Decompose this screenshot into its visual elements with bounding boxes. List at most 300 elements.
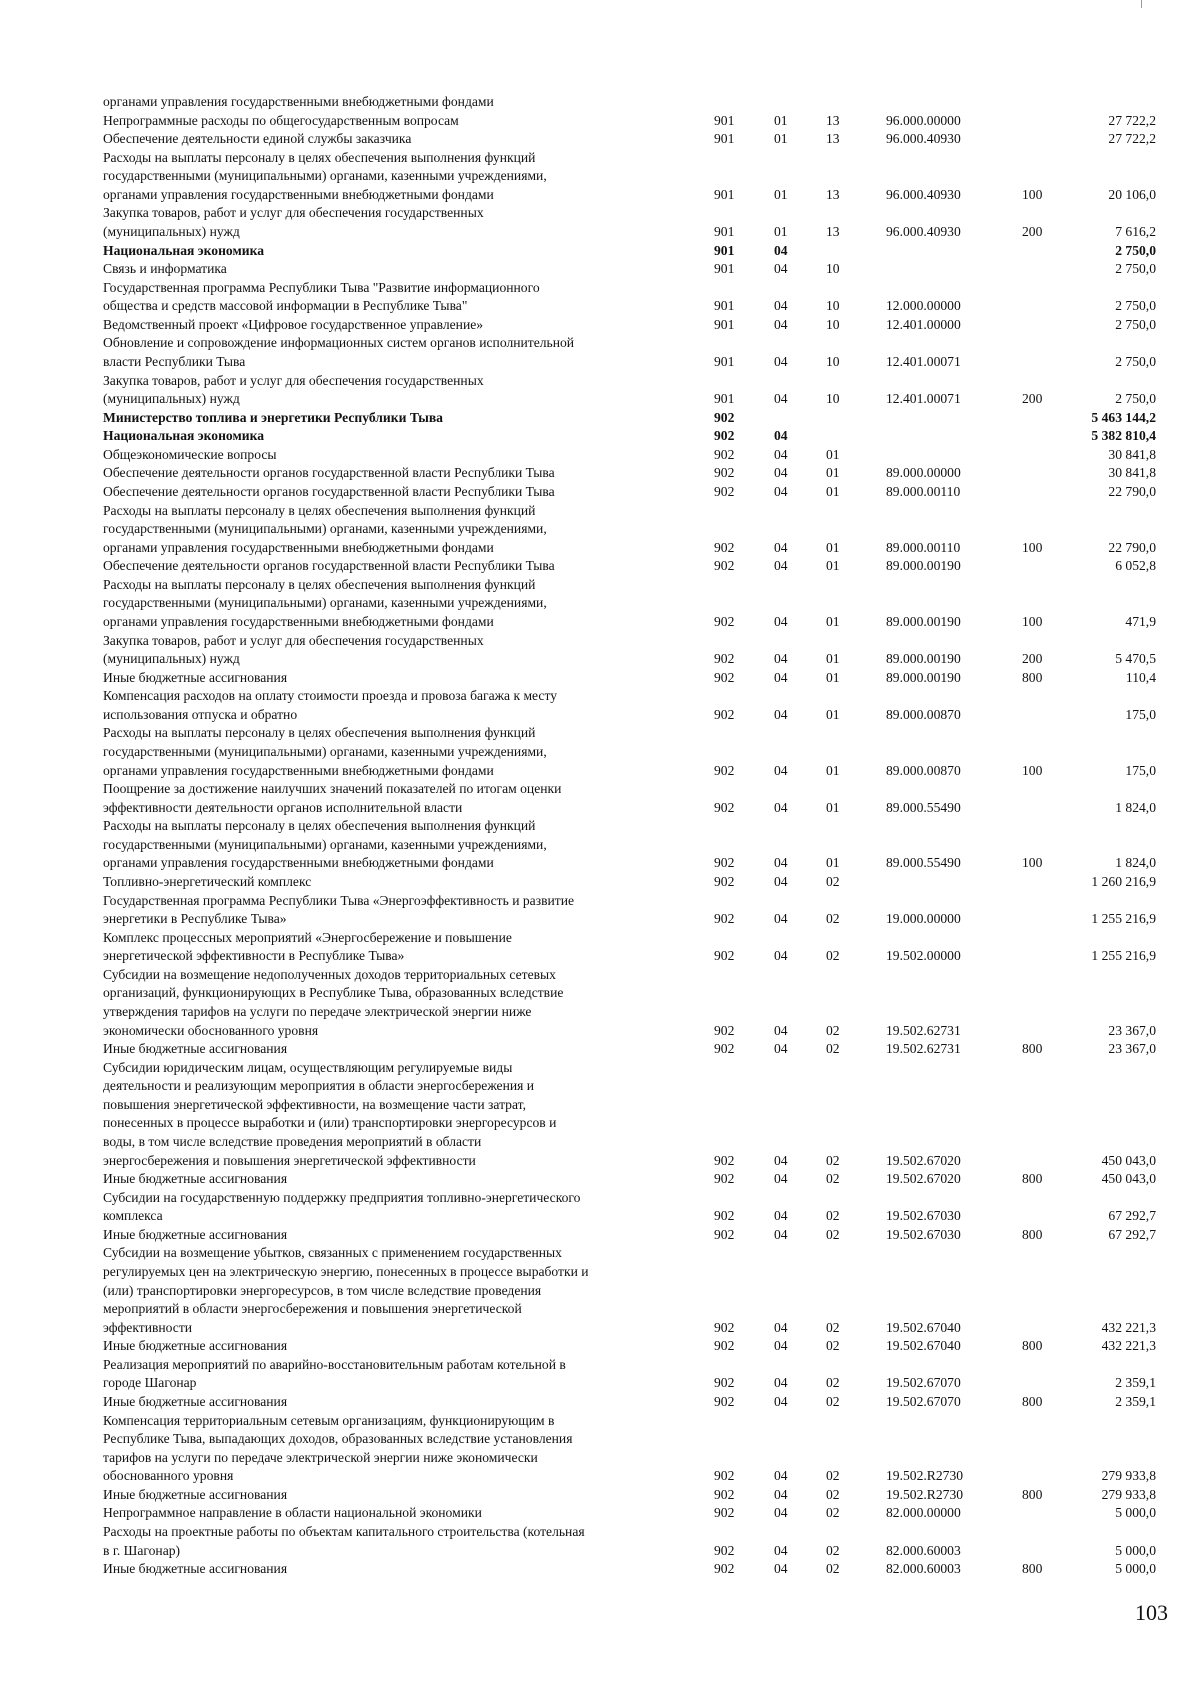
cell-gr: 901 xyxy=(714,131,735,147)
cell-vr: 100 xyxy=(1022,855,1043,871)
cell-cs: 19.502.62731 xyxy=(886,1041,961,1057)
cell-gr: 902 xyxy=(714,539,735,555)
table-row xyxy=(0,279,1200,297)
cell-rz: 04 xyxy=(774,1486,788,1502)
cell-name: Расходы на выплаты персоналу в целях обеспечения выполнения функций xyxy=(103,502,536,518)
cell-name: экономически обоснованного уровня xyxy=(103,1022,319,1038)
cell-pr: 02 xyxy=(826,1226,840,1242)
cell-rz: 04 xyxy=(774,1208,788,1224)
page-number: 103 xyxy=(1135,1600,1168,1625)
cell-gr: 902 xyxy=(714,1022,735,1038)
cell-gr: 902 xyxy=(714,614,735,629)
cell-gr: 902 xyxy=(714,799,735,815)
cell-cs: 19.502.67030 xyxy=(886,1208,961,1224)
table-row xyxy=(0,1412,1200,1430)
cell-name: Непрограммные расходы по общегосударственным вопросам xyxy=(103,112,459,128)
cell-rz: 04 xyxy=(774,242,788,258)
cell-pr: 02 xyxy=(826,1561,840,1576)
cell-sum: 279 933,8 xyxy=(1101,1486,1156,1502)
cell-gr: 902 xyxy=(714,1468,735,1484)
cell-name: Реализация мероприятий по аварийно-восстановительным работам котельной в xyxy=(103,1356,566,1372)
table-row xyxy=(0,687,1200,705)
cell-name: Иные бюджетные ассигнования xyxy=(103,1338,288,1354)
cell-pr: 02 xyxy=(826,1393,840,1409)
cell-gr: 902 xyxy=(714,1338,735,1354)
cell-name: Ведомственный проект «Цифровое государственное управление» xyxy=(103,316,484,332)
cell-sum: 67 292,7 xyxy=(1108,1208,1156,1224)
cell-name: энергосбережения и повышения энергетической эффективности xyxy=(103,1152,476,1168)
table-row xyxy=(0,1263,1200,1281)
cell-rz: 04 xyxy=(774,428,788,444)
table-row xyxy=(0,1189,1200,1207)
cell-name: Иные бюджетные ассигнования xyxy=(103,1226,288,1242)
cell-gr: 902 xyxy=(714,465,735,481)
cell-sum: 1 824,0 xyxy=(1115,799,1156,815)
cell-sum: 2 750,0 xyxy=(1115,298,1156,314)
cell-name: Национальная экономика xyxy=(103,428,264,444)
cell-name: энергетической эффективности в Республике Тыва» xyxy=(103,948,405,964)
cell-name: (муниципальных) нужд xyxy=(103,651,240,667)
cell-vr: 100 xyxy=(1022,186,1043,202)
cell-pr: 02 xyxy=(826,1338,840,1354)
cell-name: Иные бюджетные ассигнования xyxy=(103,1041,288,1057)
table-row xyxy=(0,1207,1200,1225)
cell-pr: 02 xyxy=(826,1171,840,1187)
table-row xyxy=(0,167,1200,185)
table-row xyxy=(0,613,1200,631)
table-row xyxy=(0,1152,1200,1170)
cell-gr: 902 xyxy=(714,1542,735,1558)
cell-name: Иные бюджетные ассигнования xyxy=(103,669,288,685)
cell-rz: 04 xyxy=(774,1375,788,1391)
cell-cs: 89.000.00190 xyxy=(886,669,961,685)
cell-pr: 02 xyxy=(826,1022,840,1038)
cell-name: Субсидии на возмещение убытков, связанных с применением государственных xyxy=(103,1245,562,1261)
cell-name: власти Республики Тыва xyxy=(103,354,246,369)
table-row xyxy=(0,854,1200,872)
table-row xyxy=(0,372,1200,390)
table-row xyxy=(0,483,1200,501)
cell-name: Иные бюджетные ассигнования xyxy=(103,1171,288,1187)
cell-rz: 04 xyxy=(774,1171,788,1187)
cell-name: Министерство топлива и энергетики Республики Тыва xyxy=(103,409,443,425)
table-row xyxy=(0,427,1200,445)
cell-pr: 10 xyxy=(826,316,840,332)
cell-gr: 901 xyxy=(714,261,735,277)
cell-pr: 01 xyxy=(826,539,840,555)
table-row xyxy=(0,297,1200,315)
cell-cs: 82.000.60003 xyxy=(886,1542,961,1558)
cell-rz: 04 xyxy=(774,1041,788,1057)
cell-name: Расходы на выплаты персоналу в целях обеспечения выполнения функций xyxy=(103,149,536,165)
table-row xyxy=(0,1170,1200,1188)
table-row xyxy=(0,724,1200,742)
cell-gr: 901 xyxy=(714,298,735,314)
cell-cs: 19.502.67070 xyxy=(886,1375,961,1391)
cell-name: Иные бюджетные ассигнования xyxy=(103,1486,288,1502)
cell-name: повышения энергетической эффективности, на возмещение части затрат, xyxy=(103,1096,526,1112)
table-row xyxy=(0,557,1200,575)
cell-cs: 89.000.00190 xyxy=(886,558,961,574)
cell-name: Общеэкономические вопросы xyxy=(103,446,277,462)
cell-gr: 902 xyxy=(714,1486,735,1502)
cell-gr: 902 xyxy=(714,1152,735,1168)
cell-pr: 02 xyxy=(826,948,840,964)
cell-pr: 01 xyxy=(826,465,840,481)
table-row xyxy=(0,316,1200,334)
cell-gr: 902 xyxy=(714,1505,735,1521)
cell-sum: 175,0 xyxy=(1125,706,1156,722)
table-row xyxy=(0,780,1200,798)
cell-cs: 12.000.00000 xyxy=(886,298,961,314)
cell-sum: 1 255 216,9 xyxy=(1091,911,1156,927)
cell-rz: 04 xyxy=(774,1338,788,1354)
cell-cs: 19.502.67020 xyxy=(886,1152,961,1168)
table-row xyxy=(0,966,1200,984)
table-row xyxy=(0,1022,1200,1040)
cell-name: государственными (муниципальными) органами, казенными учреждениями, xyxy=(103,168,547,184)
cell-name: Республике Тыва, выпадающих доходов, образованных вследствие установления xyxy=(103,1431,573,1446)
cell-cs: 12.401.00000 xyxy=(886,316,961,332)
cell-cs: 82.000.00000 xyxy=(886,1505,961,1521)
table-row xyxy=(0,112,1200,130)
cell-rz: 04 xyxy=(774,1022,788,1038)
cell-sum: 110,4 xyxy=(1125,669,1156,685)
cell-name: городе Шагонар xyxy=(103,1375,197,1391)
cell-name: эффективности xyxy=(103,1319,193,1335)
cell-pr: 02 xyxy=(826,1505,840,1521)
cell-gr: 901 xyxy=(714,186,735,202)
cell-gr: 902 xyxy=(714,558,735,574)
cell-gr: 901 xyxy=(714,316,735,332)
cell-name: Компенсация расходов на оплату стоимости проезда и провоза багажа к месту xyxy=(103,688,558,704)
table-row xyxy=(0,353,1200,371)
table-row xyxy=(0,1319,1200,1337)
table-row xyxy=(0,1374,1200,1392)
cell-pr: 01 xyxy=(826,706,840,722)
cell-name: комплекса xyxy=(103,1208,163,1224)
table-row xyxy=(0,1523,1200,1541)
table-row xyxy=(0,762,1200,780)
cell-rz: 04 xyxy=(774,762,788,778)
cell-rz: 04 xyxy=(774,855,788,871)
cell-rz: 04 xyxy=(774,391,788,407)
table-row xyxy=(0,520,1200,538)
cell-gr: 902 xyxy=(714,1561,735,1576)
cell-sum: 2 750,0 xyxy=(1115,316,1156,332)
cell-cs: 89.000.00870 xyxy=(886,706,961,722)
cell-name: Государственная программа Республики Тыва "Развитие информационного xyxy=(103,279,540,295)
cell-pr: 02 xyxy=(826,1486,840,1502)
cell-name: Компенсация территориальным сетевым организациям, функционирующим в xyxy=(103,1412,555,1428)
cell-gr: 901 xyxy=(714,354,735,369)
cell-cs: 89.000.00870 xyxy=(886,762,961,778)
cell-pr: 01 xyxy=(826,669,840,685)
cell-cs: 19.502.67070 xyxy=(886,1393,961,1409)
cell-name: органами управления государственными внебюджетными фондами xyxy=(103,762,494,778)
cell-sum: 20 106,0 xyxy=(1108,186,1156,202)
table-row xyxy=(0,204,1200,222)
cell-gr: 901 xyxy=(714,224,735,239)
cell-gr: 901 xyxy=(714,242,735,258)
cell-pr: 10 xyxy=(826,298,840,314)
cell-rz: 04 xyxy=(774,1226,788,1242)
cell-cs: 12.401.00071 xyxy=(886,354,961,369)
cell-pr: 13 xyxy=(826,112,840,128)
cell-name: Расходы на выплаты персоналу в целях обеспечения выполнения функций xyxy=(103,725,536,741)
cell-gr: 902 xyxy=(714,762,735,778)
cell-cs: 89.000.00000 xyxy=(886,465,961,481)
cell-name: понесенных в процессе выработки и (или) транспортировки энергоресурсов и xyxy=(103,1115,557,1131)
table-row xyxy=(0,1542,1200,1560)
cell-gr: 902 xyxy=(714,446,735,462)
cell-rz: 04 xyxy=(774,261,788,277)
cell-rz: 04 xyxy=(774,558,788,574)
table-row xyxy=(0,1430,1200,1448)
table-row xyxy=(0,1040,1200,1058)
cell-gr: 902 xyxy=(714,669,735,685)
cell-cs: 19.502.67030 xyxy=(886,1226,961,1242)
cell-sum: 2 750,0 xyxy=(1115,391,1156,407)
cell-gr: 902 xyxy=(714,1041,735,1057)
cell-name: в г. Шагонар) xyxy=(103,1542,181,1558)
cell-rz: 04 xyxy=(774,465,788,481)
cell-pr: 02 xyxy=(826,1208,840,1224)
cell-name: Закупка товаров, работ и услуг для обеспечения государственных xyxy=(103,372,484,388)
cell-vr: 200 xyxy=(1022,651,1043,667)
cell-sum: 23 367,0 xyxy=(1108,1022,1156,1038)
cell-gr: 901 xyxy=(714,391,735,407)
cell-cs: 82.000.60003 xyxy=(886,1561,961,1576)
cell-cs: 19.502.00000 xyxy=(886,948,961,964)
cell-name: Закупка товаров, работ и услуг для обеспечения государственных xyxy=(103,632,484,648)
cell-pr: 02 xyxy=(826,911,840,927)
cell-pr: 01 xyxy=(826,799,840,815)
cell-rz: 04 xyxy=(774,651,788,667)
cell-sum: 23 367,0 xyxy=(1108,1041,1156,1057)
cell-name: государственными (муниципальными) органами, казенными учреждениями, xyxy=(103,595,547,611)
cell-sum: 471,9 xyxy=(1125,614,1156,629)
cell-rz: 04 xyxy=(774,669,788,685)
cell-pr: 02 xyxy=(826,1319,840,1335)
table-row xyxy=(0,836,1200,854)
table-row xyxy=(0,1504,1200,1522)
table-row xyxy=(0,409,1200,427)
cell-rz: 04 xyxy=(774,911,788,927)
cell-name: государственными (муниципальными) органами, казенными учреждениями, xyxy=(103,521,547,537)
cell-vr: 800 xyxy=(1022,1338,1043,1354)
cell-pr: 01 xyxy=(826,614,840,629)
cell-sum: 30 841,8 xyxy=(1108,446,1156,462)
cell-name: энергетики в Республике Тыва» xyxy=(103,911,287,927)
cell-gr: 902 xyxy=(714,873,735,889)
table-row xyxy=(0,334,1200,352)
cell-sum: 5 463 144,2 xyxy=(1091,409,1156,425)
cell-rz: 01 xyxy=(774,112,788,128)
cell-gr: 902 xyxy=(714,484,735,499)
cell-pr: 10 xyxy=(826,391,840,407)
cell-rz: 04 xyxy=(774,614,788,629)
cell-pr: 02 xyxy=(826,1468,840,1484)
cell-sum: 432 221,3 xyxy=(1101,1338,1156,1354)
cell-sum: 432 221,3 xyxy=(1101,1319,1156,1335)
table-row xyxy=(0,186,1200,204)
cell-rz: 04 xyxy=(774,1505,788,1521)
table-row xyxy=(0,390,1200,408)
cell-sum: 279 933,8 xyxy=(1101,1468,1156,1484)
table-row xyxy=(0,130,1200,148)
cell-cs: 19.502.R2730 xyxy=(886,1486,964,1502)
cell-sum: 5 000,0 xyxy=(1115,1505,1156,1521)
cell-name: Комплекс процессных мероприятий «Энергосбережение и повышение xyxy=(103,929,512,945)
cell-gr: 902 xyxy=(714,1226,735,1242)
table-row xyxy=(0,93,1200,111)
table-row xyxy=(0,502,1200,520)
cell-cs: 19.502.67040 xyxy=(886,1338,961,1354)
cell-gr: 902 xyxy=(714,911,735,927)
table-row xyxy=(0,1356,1200,1374)
cell-rz: 04 xyxy=(774,1152,788,1168)
cell-name: использования отпуска и обратно xyxy=(103,706,298,722)
cell-cs: 19.502.67040 xyxy=(886,1319,961,1335)
cell-gr: 902 xyxy=(714,651,735,667)
table-row xyxy=(0,464,1200,482)
table-row xyxy=(0,1077,1200,1095)
cell-sum: 22 790,0 xyxy=(1108,484,1156,499)
cell-name: Обеспечение деятельности органов государственной власти Республики Тыва xyxy=(103,558,555,574)
cell-sum: 5 000,0 xyxy=(1115,1542,1156,1558)
cell-sum: 1 260 216,9 xyxy=(1091,873,1156,889)
cell-vr: 100 xyxy=(1022,614,1043,629)
cell-gr: 902 xyxy=(714,1171,735,1187)
cell-cs: 19.502.R2730 xyxy=(886,1468,964,1484)
cell-sum: 6 052,8 xyxy=(1115,558,1156,574)
table-row xyxy=(0,1486,1200,1504)
cell-sum: 5 000,0 xyxy=(1115,1561,1156,1576)
cell-pr: 13 xyxy=(826,186,840,202)
cell-pr: 02 xyxy=(826,873,840,889)
cell-rz: 04 xyxy=(774,316,788,332)
cell-name: Субсидии на возмещение недополученных доходов территориальных сетевых xyxy=(103,966,556,982)
cell-cs: 89.000.00110 xyxy=(886,539,961,555)
cell-vr: 200 xyxy=(1022,391,1043,407)
cell-gr: 902 xyxy=(714,1393,735,1409)
table-row xyxy=(0,817,1200,835)
table-row xyxy=(0,446,1200,464)
cell-name: (муниципальных) нужд xyxy=(103,224,240,239)
table-row xyxy=(0,1133,1200,1151)
cell-vr: 800 xyxy=(1022,1041,1043,1057)
cell-name: обоснованного уровня xyxy=(103,1468,234,1484)
table-row xyxy=(0,1114,1200,1132)
cell-pr: 01 xyxy=(826,855,840,871)
cell-vr: 800 xyxy=(1022,1486,1043,1502)
cell-pr: 02 xyxy=(826,1542,840,1558)
cell-rz: 04 xyxy=(774,799,788,815)
cell-name: органами управления государственными внебюджетными фондами xyxy=(103,539,494,555)
table-row xyxy=(0,1244,1200,1262)
table-row xyxy=(0,1003,1200,1021)
cell-name: Обеспечение деятельности единой службы заказчика xyxy=(103,131,412,147)
table-row xyxy=(0,984,1200,1002)
cell-cs: 19.502.67020 xyxy=(886,1171,961,1187)
table-row xyxy=(0,1059,1200,1077)
cell-vr: 200 xyxy=(1022,224,1043,239)
scan-mark xyxy=(1141,0,1142,8)
table-row xyxy=(0,929,1200,947)
cell-cs: 12.401.00071 xyxy=(886,391,961,407)
cell-sum: 30 841,8 xyxy=(1108,465,1156,481)
table-row xyxy=(0,594,1200,612)
table-row xyxy=(0,669,1200,687)
cell-pr: 01 xyxy=(826,651,840,667)
table-row xyxy=(0,576,1200,594)
table-row xyxy=(0,223,1200,241)
cell-rz: 04 xyxy=(774,706,788,722)
cell-gr: 902 xyxy=(714,948,735,964)
cell-vr: 800 xyxy=(1022,1171,1043,1187)
cell-pr: 10 xyxy=(826,354,840,369)
cell-name: Иные бюджетные ассигнования xyxy=(103,1561,288,1576)
cell-rz: 04 xyxy=(774,1542,788,1558)
cell-gr: 902 xyxy=(714,706,735,722)
cell-name: Обновление и сопровождение информационных систем органов исполнительной xyxy=(103,335,575,351)
table-row xyxy=(0,706,1200,724)
cell-name: утверждения тарифов на услуги по передаче электрической энергии ниже xyxy=(103,1003,532,1019)
cell-name: государственными (муниципальными) органами, казенными учреждениями, xyxy=(103,744,547,759)
cell-name: Субсидии на государственную поддержку предприятия топливно-энергетического xyxy=(103,1189,581,1205)
cell-gr: 902 xyxy=(714,855,735,871)
cell-cs: 19.000.00000 xyxy=(886,911,961,927)
cell-name: Расходы на выплаты персоналу в целях обеспечения выполнения функций xyxy=(103,818,536,834)
cell-sum: 5 382 810,4 xyxy=(1091,428,1156,444)
cell-sum: 450 043,0 xyxy=(1101,1171,1156,1187)
cell-gr: 902 xyxy=(714,409,735,425)
cell-sum: 5 470,5 xyxy=(1115,651,1156,667)
table-row xyxy=(0,1226,1200,1244)
cell-pr: 01 xyxy=(826,762,840,778)
cell-gr: 902 xyxy=(714,1319,735,1335)
cell-pr: 01 xyxy=(826,558,840,574)
table-row xyxy=(0,799,1200,817)
cell-pr: 13 xyxy=(826,224,840,239)
cell-rz: 04 xyxy=(774,1319,788,1335)
table-row xyxy=(0,149,1200,167)
table-row xyxy=(0,743,1200,761)
cell-name: регулируемых цен на электрическую энергию, понесенных в процессе выработки и xyxy=(103,1263,589,1279)
table-row xyxy=(0,873,1200,891)
cell-name: (муниципальных) нужд xyxy=(103,391,240,407)
cell-rz: 04 xyxy=(774,446,788,462)
cell-cs: 96.000.40930 xyxy=(886,186,961,202)
cell-vr: 800 xyxy=(1022,1393,1043,1409)
cell-sum: 27 722,2 xyxy=(1108,131,1156,147)
cell-name: Непрограммное направление в области национальной экономики xyxy=(103,1505,482,1521)
table-row xyxy=(0,260,1200,278)
cell-name: Закупка товаров, работ и услуг для обеспечения государственных xyxy=(103,205,484,221)
cell-name: мероприятий в области энергосбережения и повышения энергетической xyxy=(103,1301,522,1316)
cell-vr: 800 xyxy=(1022,1226,1043,1242)
table-row xyxy=(0,892,1200,910)
cell-name: воды, в том числе вследствие проведения мероприятий в области xyxy=(103,1133,482,1149)
cell-rz: 04 xyxy=(774,298,788,314)
cell-sum: 1 255 216,9 xyxy=(1091,948,1156,964)
cell-cs: 89.000.00110 xyxy=(886,484,961,499)
cell-name: Топливно-энергетический комплекс xyxy=(103,873,312,889)
cell-pr: 01 xyxy=(826,484,840,499)
cell-name: органами управления государственными внебюджетными фондами xyxy=(103,94,494,109)
cell-name: Субсидии юридическим лицам, осуществляющим регулируемые виды xyxy=(103,1059,513,1075)
